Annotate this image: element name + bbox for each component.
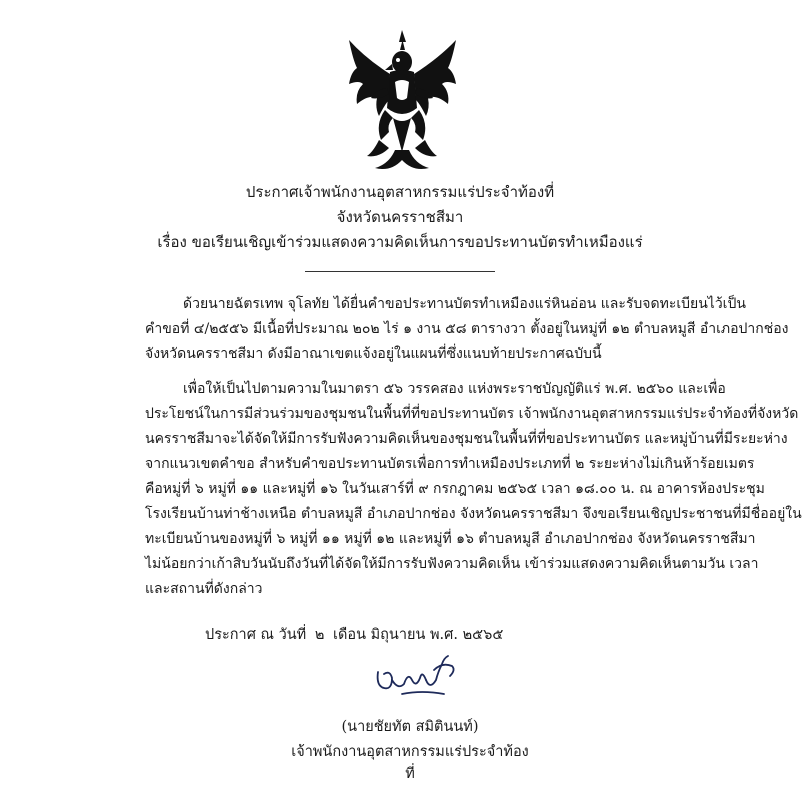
paragraph-application <box>145 292 789 367</box>
paragraph-line: และสถานที่ดังกล่าว <box>145 581 263 597</box>
header-divider <box>305 271 495 272</box>
paragraph-hearing <box>145 377 802 602</box>
province-line: จังหวัดนครราชสีมา <box>336 208 464 226</box>
paragraph-line: ไม่น้อยกว่าเก้าสิบวันนับถึงวันที่ได้จัดให้มีการรับฟังความคิดเห็น เข้าร่วมแสดงความคิดเห็นตามวัน เวลา <box>145 556 759 572</box>
paragraph-line: ประโยชน์ในการมีส่วนร่วมของชุมชนในพื้นที่ที่ขอประทานบัตร เจ้าพนักงานอุตสาหกรรมแร่ประจำท้องที่จังหวัด <box>145 406 799 422</box>
announcement-date <box>205 624 507 646</box>
paragraph-line: ทะเบียนบ้านของหมู่ที่ ๖ หมู่ที่ ๑๑ หมู่ที่ ๑๒ และหมู่ที่ ๑๖ ตำบลหมูสี อำเภอปากช่อง จังหวัดนครราชสีมา <box>145 531 756 547</box>
paragraph-line: คือหมู่ที่ ๖ หมู่ที่ ๑๑ และหมู่ที่ ๑๖ ในวันเสาร์ที่ ๙ กรกฎาคม ๒๕๖๕ เวลา ๑๘.๐๐ น. ณ อาคารห้องประชุม <box>145 481 765 497</box>
handwritten-signature <box>372 650 460 700</box>
date-day: ๒ <box>314 627 325 643</box>
paragraph-line: นครราชสีมาจะได้จัดให้มีการรับฟังความคิดเห็นของชุมชนในพื้นที่ที่ขอประทานบัตร และหมู่บ้านที่มีระยะห่าง <box>145 431 788 447</box>
announcement-title: ประกาศเจ้าพนักงานอุตสาหกรรมแร่ประจำท้องที่ <box>245 183 555 201</box>
signer-name: (นายชัยทัต สมิตินนท์) <box>341 719 479 735</box>
date-month-year: เดือน มิถุนายน พ.ศ. ๒๕๖๕ <box>332 627 504 643</box>
signer-title: เจ้าพนักงานอุตสาหกรรมแร่ประจำท้องที่ <box>291 744 529 782</box>
date-prefix: ประกาศ ณ วันที่ <box>205 627 307 643</box>
subject-line: เรื่อง ขอเรียนเชิญเข้าร่วมแสดงความคิดเห็นการขอประทานบัตรทำเหมืองแร่ <box>157 233 643 251</box>
paragraph-line: ด้วยนายฉัตรเทพ จุโลทัย ได้ยื่นคำขอประทานบัตรทำเหมืองแร่หินอ่อน และรับจดทะเบียนไว้เป็น <box>183 296 746 312</box>
paragraph-line: โรงเรียนบ้านท่าช้างเหนือ ตำบลหมูสี อำเภอปากช่อง จังหวัดนครราชสีมา จึงขอเรียนเชิญประชาชนที่มีชื่ออยู่ใน <box>145 506 802 522</box>
garuda-emblem-icon <box>345 28 460 178</box>
paragraph-line: จากแนวเขตคำขอ สำหรับคำขอประทานบัตรเพื่อการทำเหมืองประเภทที่ ๒ ระยะห่างไม่เกินห้าร้อยเมตร <box>145 456 755 472</box>
paragraph-line: เพื่อให้เป็นไปตามความในมาตรา ๕๖ วรรคสอง แห่งพระราชบัญญัติแร่ พ.ศ. ๒๕๖๐ และเพื่อ <box>183 381 726 397</box>
paragraph-line: คำขอที่ ๔/๒๕๕๖ มีเนื้อที่ประมาณ ๒๐๒ ไร่ ๑ งาน ๕๘ ตารางวา ตั้งอยู่ในหมู่ที่ ๑๒ ตำบลหมูสี อำเภอปากช่อง <box>145 321 789 337</box>
paragraph-line: จังหวัดนครราชสีมา ดังมีอาณาเขตแจ้งอยู่ในแผนที่ซึ่งแนบท้ายประกาศฉบับนี้ <box>145 346 602 362</box>
